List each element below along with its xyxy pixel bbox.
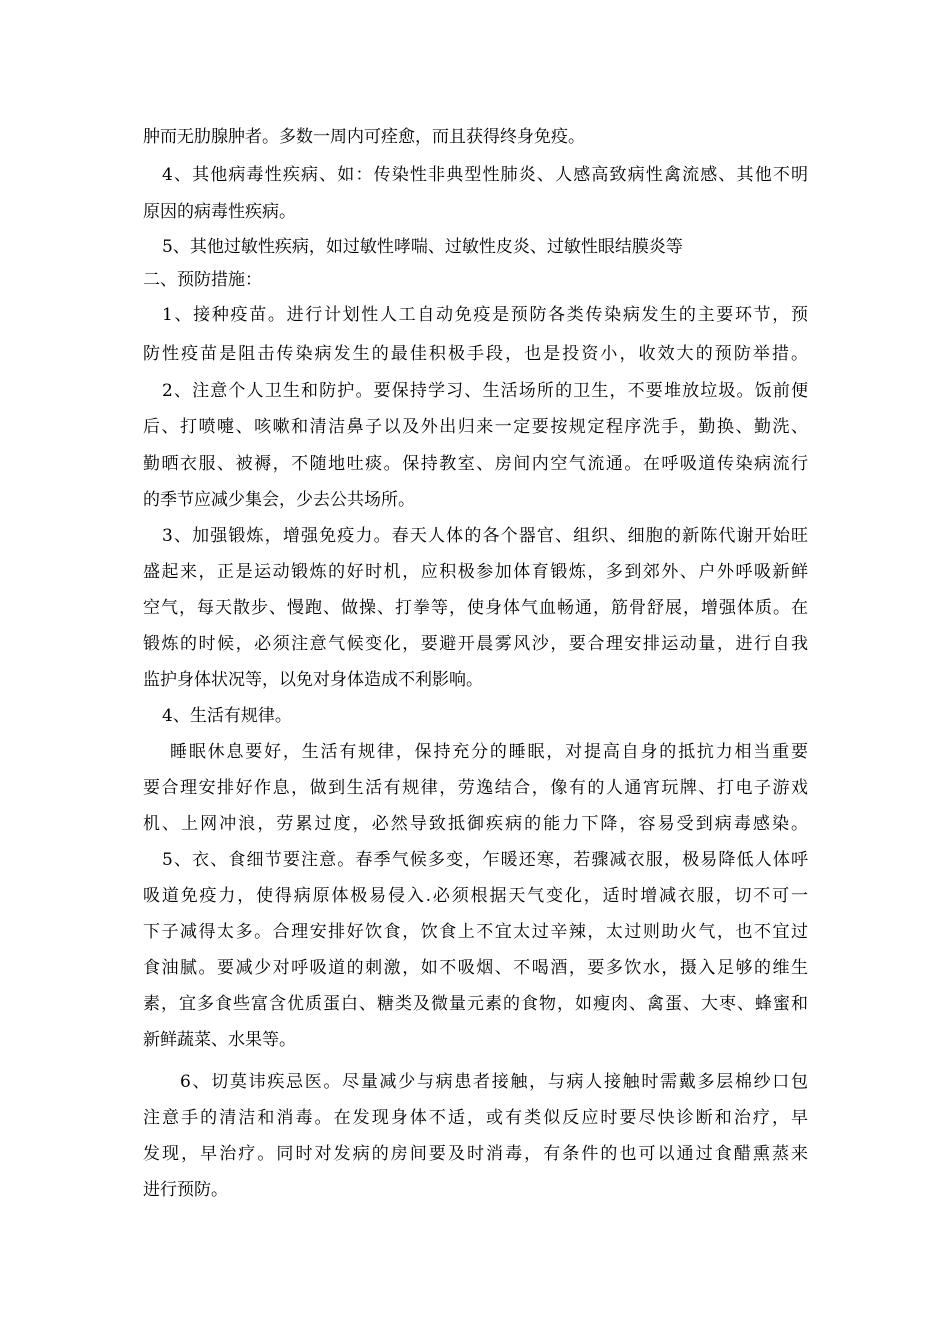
text-line: 锻炼的时候，必须注意气候变化，要避开晨雾风沙，要合理安排运动量，进行自我 bbox=[143, 634, 808, 654]
text-line: 发现，早治疗。同时对发病的房间要及时消毒，有条件的也可以通过食醋熏蒸来 bbox=[143, 1144, 808, 1164]
text-line: 新鲜蔬菜、水果等。 bbox=[143, 1030, 296, 1050]
text-line: 防性疫苗是阻击传染病发生的最佳积极手段，也是投资小，收效大的预防举措。 bbox=[143, 344, 808, 364]
text-line: 进行预防。 bbox=[143, 1180, 228, 1200]
text-line: 素，宜多食些富含优质蛋白、糖类及微量元素的食物，如瘦肉、禽蛋、大枣、蜂蜜和 bbox=[143, 994, 808, 1014]
text-line: 下子减得太多。合理安排好饮食，饮食上不宜太过辛辣，太过则助火气，也不宜过 bbox=[143, 922, 808, 942]
text-line: 机、上网冲浪，劳累过度，必然导致抵御疾病的能力下降，容易受到病毒感染。 bbox=[143, 814, 808, 834]
text-line: 后、打喷嚏、咳嗽和清洁鼻子以及外出归来一定要按规定程序洗手，勤换、勤洗、 bbox=[143, 417, 808, 437]
text-line: 1、接种疫苗。进行计划性人工自动免疫是预防各类传染病发生的主要环节，预 bbox=[162, 305, 808, 325]
text-line: 原因的病毒性疾病。 bbox=[143, 202, 296, 222]
text-line: 肿而无肋腺肿者。多数一周内可痊愈，而且获得终身免疫。 bbox=[143, 127, 585, 147]
text-line: 要合理安排好作息，做到生活有规律，劳逸结合，像有的人通宵玩牌、打电子游戏 bbox=[143, 778, 808, 798]
text-line: 3、加强锻炼，增强免疫力。春天人体的各个器官、组织、细胞的新陈代谢开始旺 bbox=[162, 526, 808, 546]
text-line: 空气，每天散步、慢跑、做操、打拳等，使身体气血畅通，筋骨舒展，增强体质。在 bbox=[143, 598, 808, 618]
text-line: 5、衣、食细节要注意。春季气候多变，乍暖还寒，若骤减衣服，极易降低人体呼 bbox=[162, 850, 808, 870]
text-line: 盛起来，正是运动锻炼的好时机，应积极参加体育锻炼，多到郊外、户外呼吸新鲜 bbox=[143, 562, 808, 582]
text-line: 食油腻。要减少对呼吸道的刺激，如不吸烟、不喝酒，要多饮水，摄入足够的维生 bbox=[143, 958, 808, 978]
text-line: 2、注意个人卫生和防护。要保持学习、生活场所的卫生，不要堆放垃圾。饭前便 bbox=[162, 381, 808, 401]
text-line: 的季节应减少集会，少去公共场所。 bbox=[143, 490, 415, 510]
text-line: 5、其他过敏性疾病，如过敏性哮喘、过敏性皮炎、过敏性眼结膜炎等 bbox=[162, 237, 683, 257]
section-heading: 二、预防措施： bbox=[143, 270, 262, 290]
text-line: 勤晒衣服、被褥，不随地吐痰。保持教室、房间内空气流通。在呼吸道传染病流行 bbox=[143, 454, 808, 474]
text-line: 监护身体状况等，以免对身体造成不利影响。 bbox=[143, 670, 483, 690]
text-line: 吸道免疫力，使得病原体极易侵入.必须根据天气变化，适时增减衣服，切不可一 bbox=[143, 886, 808, 906]
text-line: 睡眠休息要好，生活有规律，保持充分的睡眠，对提高自身的抵抗力相当重要 bbox=[170, 742, 808, 762]
text-line: 4、生活有规律。 bbox=[162, 706, 292, 726]
text-line: 6、切莫讳疾忌医。尽量减少与病患者接触，与病人接触时需戴多层棉纱口包 bbox=[180, 1072, 808, 1092]
text-line: 4、其他病毒性疾病、如：传染性非典型性肺炎、人感高致病性禽流感、其他不明 bbox=[162, 165, 808, 185]
text-line: 注意手的清洁和消毒。在发现身体不适，或有类似反应时要尽快诊断和治疗，早 bbox=[143, 1108, 808, 1128]
